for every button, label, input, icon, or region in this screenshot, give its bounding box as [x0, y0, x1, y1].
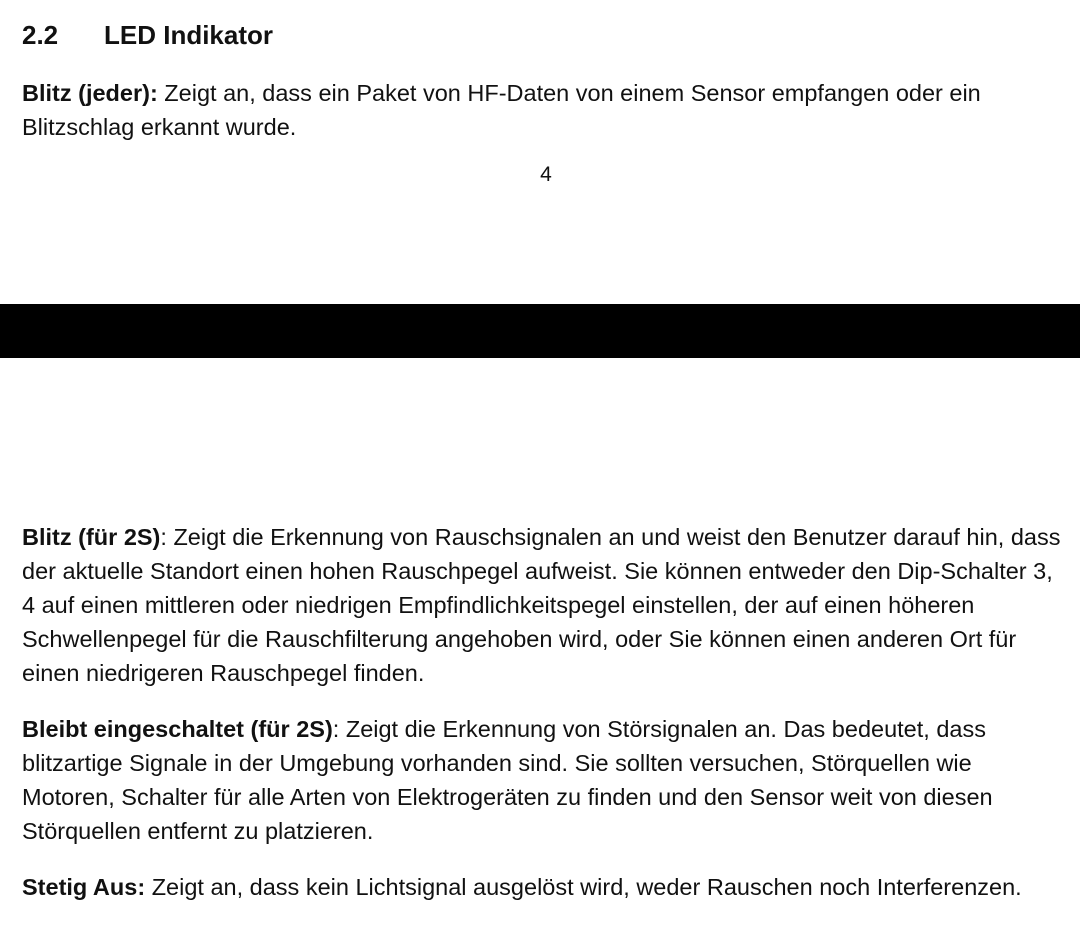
paragraph-text: Zeigt an, dass kein Lichtsignal ausgelöst wird, weder Rauschen noch Interferenzen. [145, 874, 1022, 900]
section-number: 2.2 [22, 20, 59, 50]
section-title: LED Indikator [104, 20, 274, 50]
paragraph-bleibt-eingeschaltet [22, 712, 1070, 848]
section-heading [22, 18, 273, 52]
paragraph-text: : Zeigt die Erkennung von Rauschsignalen an und weist den Benutzer darauf hin, dass der aktuelle Standort einen hohen Rauschpegel aufweist. Sie können entweder den Dip-Schalter 3, 4 auf einen mittleren oder niedrigen Empfindlichkeitspegel einstellen, der auf einen höheren Schwellenpegel für die Rauschfilterung angehoben wird, oder Sie können einen anderen Ort für einen niedrigeren Rauschpegel finden. [22, 524, 1061, 686]
paragraph-blitz-2s [22, 520, 1070, 690]
page-break-band [0, 304, 1080, 358]
paragraph-blitz-jeder [22, 76, 1070, 144]
paragraph-term: Stetig Aus: [22, 874, 146, 900]
paragraph-stetig-aus [22, 870, 1070, 904]
paragraph-term: Blitz (für 2S) [22, 524, 161, 550]
paragraph-text: Zeigt an, dass ein Paket von HF-Daten von einem Sensor empfangen oder ein Blitzschlag erkannt wurde. [22, 80, 981, 140]
paragraph-term: Blitz (jeder): [22, 80, 158, 106]
paragraph-text: : Zeigt die Erkennung von Störsignalen an. Das bedeutet, dass blitzartige Signale in der Umgebung vorhanden sind. Sie sollten versuchen, Störquellen wie Motoren, Schalter für alle Arten von Elektrogeräten zu finden und den Sensor weit von diesen Störquellen entfernt zu platzieren. [22, 716, 993, 844]
page-number: 4 [540, 163, 552, 186]
paragraph-term: Bleibt eingeschaltet (für 2S) [22, 716, 333, 742]
